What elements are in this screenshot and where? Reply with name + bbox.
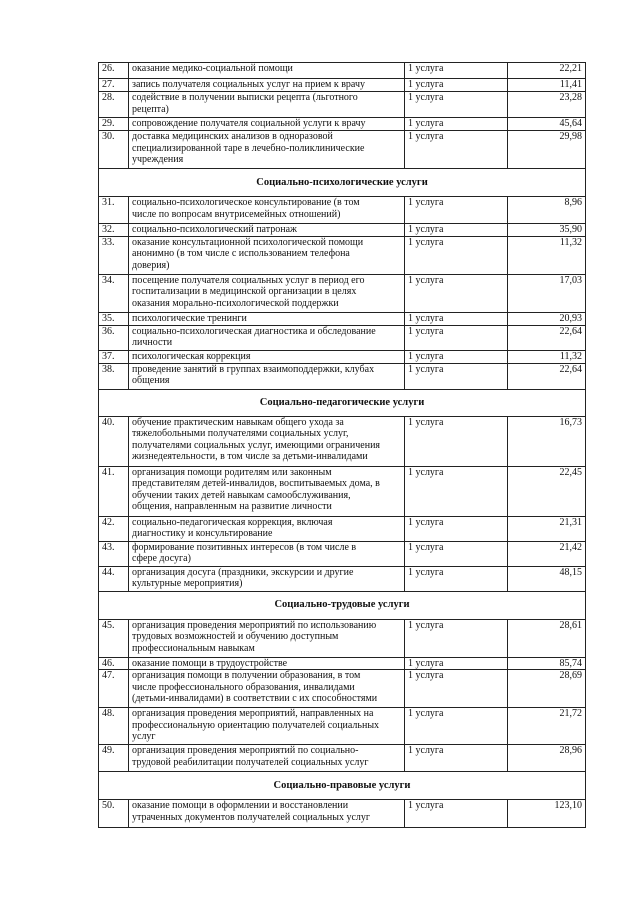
service-name: доставка медицинских анализов в одноразовой специализированной таре в лечебно-поликлинические учреждения <box>129 131 405 169</box>
service-price: 8,96 <box>508 197 586 224</box>
service-unit: 1 услуга <box>405 236 508 274</box>
service-name: социально-педагогическая коррекция, включая диагностику и консультирование <box>129 516 405 541</box>
table-row <box>99 619 586 657</box>
section-title: Социально-психологические услуги <box>99 169 586 197</box>
service-unit: 1 услуга <box>405 92 508 118</box>
table-row <box>99 541 586 566</box>
row-number: 41. <box>99 466 129 516</box>
table-row <box>99 708 586 745</box>
table-row <box>99 131 586 169</box>
service-unit: 1 услуга <box>405 416 508 466</box>
table-row <box>99 325 586 350</box>
service-unit: 1 услуга <box>405 350 508 363</box>
table-row <box>99 236 586 274</box>
table-row <box>99 197 586 224</box>
service-name: социально-психологическая диагностика и обследование личности <box>129 325 405 350</box>
table-row <box>99 657 586 670</box>
service-name: психологическая коррекция <box>129 350 405 363</box>
service-price: 20,93 <box>508 312 586 325</box>
section-title: Социально-педагогические услуги <box>99 389 586 416</box>
section-header-row <box>99 169 586 197</box>
service-name: посещение получателя социальных услуг в период его госпитализации в медицинской организации в целях оказания морально-психологической поддержки <box>129 274 405 312</box>
service-name: организация помощи в получении образования, в том числе профессионального образования, инвалидами (детьми-инвалидами) в соответствии с их способностями <box>129 670 405 708</box>
service-price: 22,64 <box>508 363 586 389</box>
service-price: 29,98 <box>508 131 586 169</box>
row-number: 33. <box>99 236 129 274</box>
table-row <box>99 79 586 92</box>
row-number: 50. <box>99 800 129 828</box>
service-price: 85,74 <box>508 657 586 670</box>
section-header-row <box>99 591 586 619</box>
service-unit: 1 услуга <box>405 197 508 224</box>
service-name: организация помощи родителям или законным представителям детей-инвалидов, воспитываемых дома, в обучении таких детей навыкам самообслуживания, общения, направленным на развитие личности <box>129 466 405 516</box>
service-price: 21,72 <box>508 708 586 745</box>
service-unit: 1 услуга <box>405 274 508 312</box>
row-number: 37. <box>99 350 129 363</box>
service-name: формирование позитивных интересов (в том числе в сфере досуга) <box>129 541 405 566</box>
table-row <box>99 350 586 363</box>
row-number: 43. <box>99 541 129 566</box>
service-name: психологические тренинги <box>129 312 405 325</box>
service-unit: 1 услуга <box>405 516 508 541</box>
row-number: 47. <box>99 670 129 708</box>
service-price: 45,64 <box>508 118 586 131</box>
service-price: 21,42 <box>508 541 586 566</box>
row-number: 45. <box>99 619 129 657</box>
row-number: 30. <box>99 131 129 169</box>
table-row <box>99 118 586 131</box>
service-name: социально-психологический патронаж <box>129 224 405 237</box>
service-unit: 1 услуга <box>405 79 508 92</box>
service-unit: 1 услуга <box>405 131 508 169</box>
service-name: запись получателя социальных услуг на прием к врачу <box>129 79 405 92</box>
service-price: 21,31 <box>508 516 586 541</box>
row-number: 35. <box>99 312 129 325</box>
table-row <box>99 274 586 312</box>
service-price: 11,41 <box>508 79 586 92</box>
row-number: 40. <box>99 416 129 466</box>
service-unit: 1 услуга <box>405 325 508 350</box>
service-price: 17,03 <box>508 274 586 312</box>
service-price: 48,15 <box>508 566 586 591</box>
table-row <box>99 566 586 591</box>
table-row <box>99 466 586 516</box>
table-row <box>99 416 586 466</box>
service-name: организация проведения мероприятий, направленных на профессиональную ориентацию получателей социальных услуг <box>129 708 405 745</box>
service-unit: 1 услуга <box>405 118 508 131</box>
service-name: организация досуга (праздники, экскурсии и другие культурные мероприятия) <box>129 566 405 591</box>
table-row <box>99 800 586 828</box>
row-number: 48. <box>99 708 129 745</box>
row-number: 29. <box>99 118 129 131</box>
service-name: организация проведения мероприятий по социально- трудовой реабилитации получателей социальных услуг <box>129 745 405 772</box>
service-name: оказание консультационной психологической помощи анонимно (в том числе с использованием телефона доверия) <box>129 236 405 274</box>
service-unit: 1 услуга <box>405 800 508 828</box>
row-number: 26. <box>99 63 129 79</box>
section-header-row <box>99 389 586 416</box>
service-unit: 1 услуга <box>405 670 508 708</box>
table-row <box>99 92 586 118</box>
section-header-row <box>99 772 586 800</box>
service-price: 123,10 <box>508 800 586 828</box>
table-row <box>99 745 586 772</box>
service-name: сопровождение получателя социальной услуги к врачу <box>129 118 405 131</box>
service-unit: 1 услуга <box>405 312 508 325</box>
service-name: оказание медико-социальной помощи <box>129 63 405 79</box>
service-price: 11,32 <box>508 236 586 274</box>
services-table-body <box>99 63 586 828</box>
service-name: организация проведения мероприятий по использованию трудовых возможностей и обучению доступным профессиональным навыкам <box>129 619 405 657</box>
service-name: оказание помощи в оформлении и восстановлении утраченных документов получателей социальных услуг <box>129 800 405 828</box>
service-unit: 1 услуга <box>405 619 508 657</box>
table-row <box>99 516 586 541</box>
service-price: 28,61 <box>508 619 586 657</box>
service-name: содействие в получении выписки рецепта (льготного рецепта) <box>129 92 405 118</box>
service-price: 28,69 <box>508 670 586 708</box>
service-name: социально-психологическое консультирование (в том числе по вопросам внутрисемейных отношений) <box>129 197 405 224</box>
service-price: 16,73 <box>508 416 586 466</box>
row-number: 36. <box>99 325 129 350</box>
row-number: 38. <box>99 363 129 389</box>
table-row <box>99 312 586 325</box>
row-number: 27. <box>99 79 129 92</box>
row-number: 34. <box>99 274 129 312</box>
service-name: проведение занятий в группах взаимоподдержки, клубах общения <box>129 363 405 389</box>
service-price: 22,45 <box>508 466 586 516</box>
table-row <box>99 363 586 389</box>
service-price: 22,64 <box>508 325 586 350</box>
row-number: 31. <box>99 197 129 224</box>
service-unit: 1 услуга <box>405 224 508 237</box>
service-name: обучение практическим навыкам общего ухода за тяжелобольными получателями социальных услуг, получателями социальных услуг, имеющими ограничения жизнедеятельности, в том числе за детьми-инвалидами <box>129 416 405 466</box>
services-price-table <box>98 62 586 828</box>
service-price: 28,96 <box>508 745 586 772</box>
row-number: 28. <box>99 92 129 118</box>
service-unit: 1 услуга <box>405 708 508 745</box>
service-name: оказание помощи в трудоустройстве <box>129 657 405 670</box>
row-number: 32. <box>99 224 129 237</box>
section-title: Социально-трудовые услуги <box>99 591 586 619</box>
row-number: 46. <box>99 657 129 670</box>
service-unit: 1 услуга <box>405 541 508 566</box>
service-unit: 1 услуга <box>405 63 508 79</box>
service-price: 22,21 <box>508 63 586 79</box>
service-price: 23,28 <box>508 92 586 118</box>
row-number: 42. <box>99 516 129 541</box>
table-row <box>99 224 586 237</box>
service-unit: 1 услуга <box>405 363 508 389</box>
service-unit: 1 услуга <box>405 657 508 670</box>
row-number: 49. <box>99 745 129 772</box>
table-row <box>99 670 586 708</box>
service-price: 35,90 <box>508 224 586 237</box>
table-row <box>99 63 586 79</box>
service-unit: 1 услуга <box>405 745 508 772</box>
row-number: 44. <box>99 566 129 591</box>
service-unit: 1 услуга <box>405 466 508 516</box>
service-price: 11,32 <box>508 350 586 363</box>
service-unit: 1 услуга <box>405 566 508 591</box>
section-title: Социально-правовые услуги <box>99 772 586 800</box>
